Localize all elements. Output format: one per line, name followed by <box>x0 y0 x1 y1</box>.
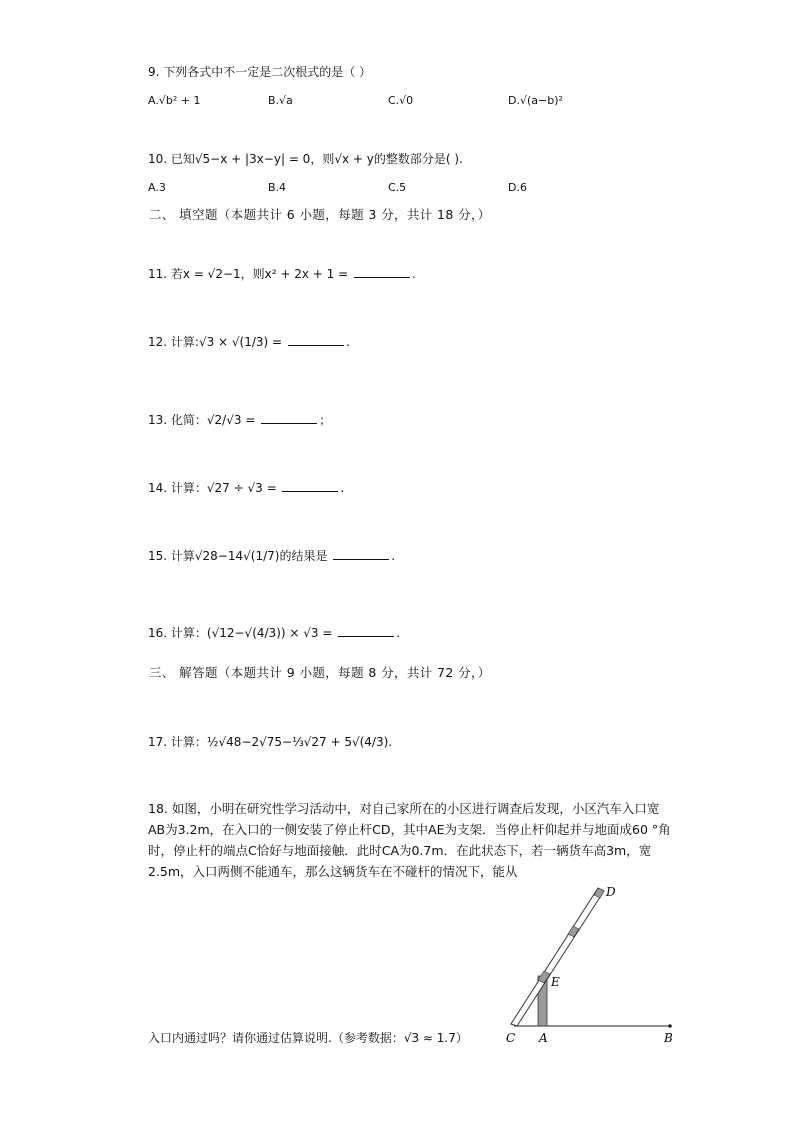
q12 <box>148 334 350 350</box>
rod-segment-low <box>538 971 550 983</box>
parking-gate-figure <box>506 884 678 1050</box>
q9-option-a: A.√b² + 1 <box>148 94 201 107</box>
q18-tail: 入口内通过吗？请你通过估算说明.（参考数据：√3 ≈ 1.7） <box>148 1031 468 1045</box>
q11-answer-blank[interactable] <box>354 267 410 278</box>
q9-stem: 9. 下列各式中不一定是二次根式的是（ ） <box>148 65 372 79</box>
rod-cd <box>511 888 604 1026</box>
section-solve-heading: 三、 解答题（本题共计 9 小题，每题 8 分，共计 72 分，） <box>149 665 491 680</box>
q12-suffix: . <box>345 335 350 349</box>
q10-option-a: A.3 <box>148 181 166 194</box>
q15-text: 15. 计算√28−14√(1/7)的结果是 <box>148 549 328 563</box>
q14-suffix: . <box>340 481 345 495</box>
label-b: B <box>664 1031 673 1045</box>
section-fill-in-heading: 二、 填空题（本题共计 6 小题，每题 3 分，共计 18 分，） <box>149 207 491 222</box>
q18-text: 18. 如图，小明在研究性学习活动中，对自己家所在的小区进行调查后发现，小区汽车入口宽AB为3.2m，在入口的一侧安装了停止杆CD，其中AE为支架．当停止杆仰起并与地面成60 °角时，停止杆的端点C恰好与地面接触．此时CA为0.7m．在此状态下，若一辆货车高3m，宽2.5m，入口两侧不能通车，那么这辆货车在不碰杆的情况下，能从 <box>148 801 671 879</box>
label-d: D <box>606 885 616 899</box>
q15-answer-blank[interactable] <box>333 549 389 560</box>
q14-text: 14. 计算：√27 ÷ √3 = <box>148 481 277 495</box>
q15-suffix: . <box>391 549 396 563</box>
q10-option-b: B.4 <box>268 181 287 194</box>
label-a: A <box>539 1031 548 1045</box>
label-e: E <box>551 975 560 989</box>
q11 <box>148 266 416 282</box>
q16-text: 16. 计算：(√12−√(4/3)) × √3 = <box>148 626 333 640</box>
q12-answer-blank[interactable] <box>288 335 344 346</box>
q14-answer-blank[interactable] <box>282 481 338 492</box>
q12-text: 12. 计算:√3 × √(1/3) = <box>148 335 283 349</box>
q16-suffix: . <box>396 626 401 640</box>
q16 <box>148 625 400 641</box>
q9-option-c: C.√0 <box>388 94 414 107</box>
q10-option-c: C.5 <box>388 181 407 194</box>
q13-answer-blank[interactable] <box>261 413 317 424</box>
q9-option-d: D.√(a−b)² <box>508 94 563 107</box>
q15 <box>148 548 395 564</box>
q11-suffix: . <box>412 267 416 281</box>
q13-text: 13. 化简：√2/√3 = <box>148 413 256 427</box>
q11-text: 11. 若x = √2−1，则x² + 2x + 1 = <box>148 267 349 281</box>
q9-option-b: B.√a <box>268 94 293 107</box>
q17: 17. 计算：½√48−2√75−⅓√27 + 5√(4/3). <box>148 735 393 749</box>
point-b-dot <box>668 1024 672 1028</box>
q13-suffix: ； <box>319 413 332 427</box>
q16-answer-blank[interactable] <box>338 626 394 637</box>
q14 <box>148 480 344 496</box>
q13 <box>148 412 331 428</box>
q10-option-d: D.6 <box>508 181 527 194</box>
q10-stem: 10. 已知√5−x + |3x−y| = 0，则√x + y的整数部分是( ). <box>148 152 463 166</box>
label-c: C <box>506 1031 516 1045</box>
